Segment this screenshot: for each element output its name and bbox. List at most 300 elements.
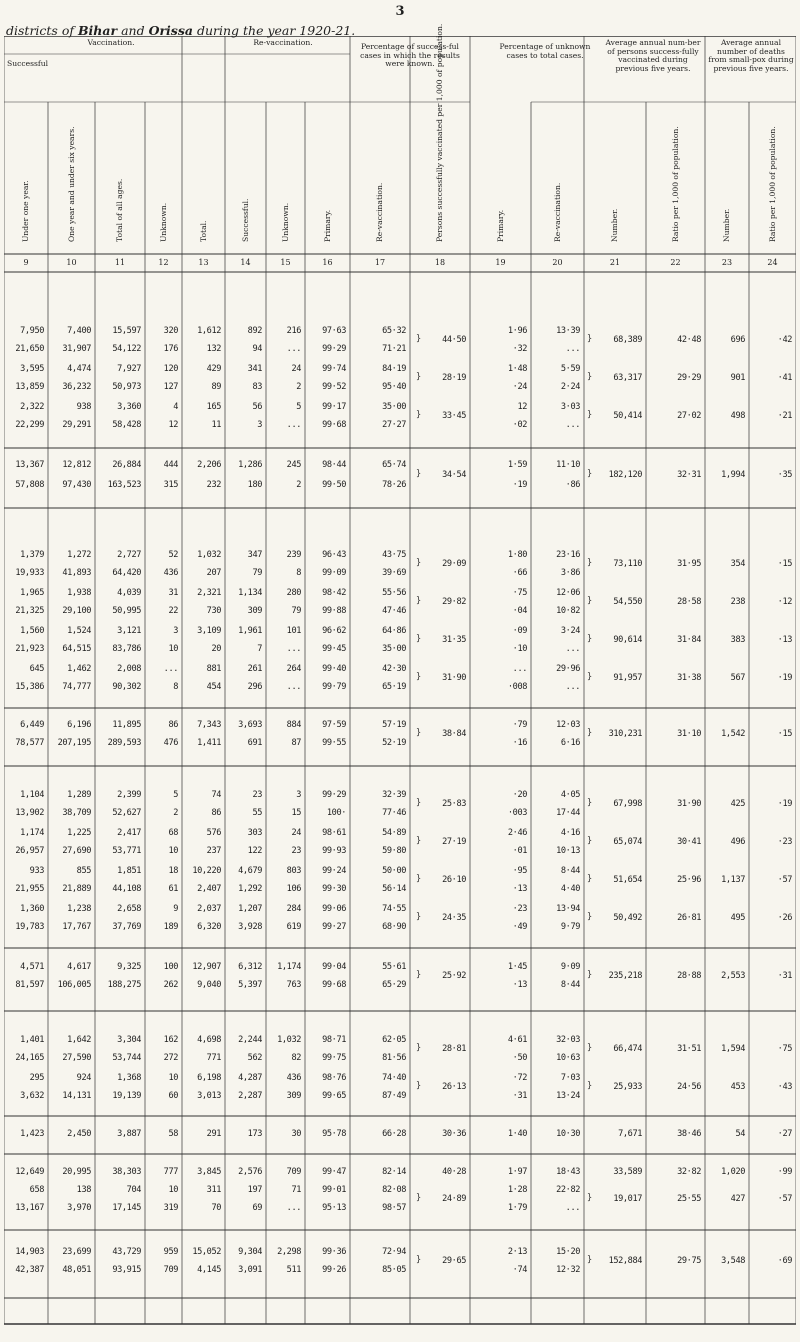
table-cell: 20 [211,644,221,654]
table-cell: 22,299 [15,420,44,430]
table-cell: 1·96 [507,326,527,336]
avg-ratio-value: 25·55 [677,1194,701,1204]
table-cell: 3,360 [117,402,141,412]
column-number: 13 [198,258,209,267]
table-cell: 89 [211,382,221,392]
table-cell: 101 [286,626,301,636]
brace-mark: } [587,596,593,606]
table-cell: ·49 [512,922,527,932]
table-cell: 98·61 [322,828,346,838]
table-cell: 36,232 [62,382,91,392]
table-cell: 13·39 [556,326,580,336]
table-cell: 87 [291,738,301,748]
table-cell: 127 [163,382,178,392]
table-cell: 709 [286,1167,301,1177]
table-cell: ·003 [507,808,527,818]
table-cell: 924 [76,1073,91,1083]
table-cell: 11,895 [112,720,141,730]
table-cell: 74·40 [382,1073,406,1083]
deaths-ratio-value: ·19 [777,673,792,683]
brace-mark: } [587,912,593,922]
table-cell: ·95 [512,866,527,876]
title-districts: districts [6,23,58,38]
table-cell: 1,368 [117,1073,141,1083]
table-cell: 3,970 [67,1203,91,1213]
brace-mark: } [416,1043,422,1053]
table-cell: 71·21 [382,344,406,354]
table-cell: 32·03 [556,1035,580,1045]
table-cell: 207 [206,568,221,578]
table-cell: 11 [211,420,221,430]
table-cell: 4·40 [560,884,580,894]
header-pct-primary: Primary. [322,209,332,242]
table-cell: 295 [29,1073,44,1083]
column-number: 11 [114,258,126,267]
deaths-number-value: 696 [730,335,745,345]
table-cell: 99·06 [322,904,346,914]
table-cell: 10·63 [556,1053,580,1063]
deaths-number-value: 495 [730,913,745,923]
table-cell: 81·56 [382,1053,406,1063]
header-one-to-six-years: One year and under six years. [66,126,76,242]
avg-ratio-value: 27·02 [677,411,701,421]
table-cell: ·19 [512,480,527,490]
table-cell: 4,698 [197,1035,221,1045]
table-cell: 1·45 [507,962,527,972]
table-cell: ·99 [777,1167,792,1177]
table-cell: 78,577 [15,738,44,748]
table-cell: 8·44 [560,866,580,876]
table-cell: 777 [163,1167,178,1177]
table-cell: 23,699 [62,1247,91,1257]
table-cell: 7 [257,644,262,654]
persons-per-1000-value: 27·19 [442,837,466,847]
table-cell: 2 [296,382,301,392]
brace-mark: } [587,469,593,479]
table-cell: 21,923 [15,644,44,654]
table-cell: ·008 [507,682,527,692]
table-cell: 99·01 [322,1185,346,1195]
table-cell: 33,589 [613,1167,642,1177]
table-cell: 691 [247,738,262,748]
persons-per-1000-value: 24·35 [442,913,466,923]
table-cell: 3,693 [238,720,262,730]
table-cell: ·10 [512,644,527,654]
header-persons-per-1000: Persons successfully vaccinated per 1,000 of population. [435,23,444,242]
table-cell: 8 [296,568,301,578]
table-cell: 180 [247,480,262,490]
table-cell: 19,933 [15,568,44,578]
table-cell: 444 [163,460,178,470]
column-number: 10 [66,258,77,267]
persons-per-1000-value: 31·35 [442,635,466,645]
table-cell: 43,729 [112,1247,141,1257]
table-cell: 3,845 [197,1167,221,1177]
brace-mark: } [416,469,422,479]
table-cell: 476 [163,738,178,748]
table-cell: 17·44 [556,808,580,818]
brace-mark: } [587,1081,593,1091]
brace-mark: } [587,1255,593,1265]
table-cell: 2,450 [67,1129,91,1139]
brace-mark: } [587,372,593,382]
persons-per-1000-value: 33·45 [442,411,466,421]
table-cell: ... [286,420,301,430]
table-cell: 884 [286,720,301,730]
table-cell: 1,225 [67,828,91,838]
table-cell: 95·40 [382,382,406,392]
column-number: 22 [670,258,681,267]
table-cell: 511 [286,1265,301,1275]
table-cell: 262 [163,980,178,990]
table-cell: 18·43 [556,1167,580,1177]
table-cell: ... [163,664,178,674]
table-cell: 9,304 [238,1247,262,1257]
table-cell: 19,783 [15,922,44,932]
table-cell: 99·30 [322,884,346,894]
table-cell: 52,627 [112,808,141,818]
table-cell: 188,275 [107,980,141,990]
table-cell: 84·19 [382,364,406,374]
table-cell: 9,040 [197,980,221,990]
table-cell: 1,289 [67,790,91,800]
table-cell: 8·44 [560,980,580,990]
persons-per-1000-value: 38·84 [442,729,466,739]
header-revaccination: Re-vaccination. [253,38,313,47]
table-cell: 72·94 [382,1247,406,1257]
persons-per-1000-value: 29·65 [442,1256,466,1266]
table-cell: 54,122 [112,344,141,354]
header-percentage-success: Percentage of success-ful cases in which the results were known. [360,42,460,68]
table-cell: 1,174 [20,828,44,838]
table-cell: 83 [252,382,262,392]
deaths-ratio-value: ·57 [777,1194,792,1204]
column-number: 15 [280,258,291,267]
table-cell: 27,590 [62,1053,91,1063]
deaths-ratio-value: ·41 [777,373,792,383]
header-revacc-successful: Successful. [240,198,250,242]
table-cell: 54·89 [382,828,406,838]
table-cell: 23 [291,846,301,856]
table-cell: 77·46 [382,808,406,818]
table-cell: 65·19 [382,682,406,692]
table-cell: 3,595 [20,364,44,374]
column-number: 19 [495,258,506,267]
header-pct-revaccination: Re-vaccination. [375,182,384,242]
table-cell: 3,928 [238,922,262,932]
table-cell: 12 [517,402,527,412]
table-cell: 4,474 [67,364,91,374]
table-cell: 66·28 [382,1129,406,1139]
deaths-ratio-value: ·19 [777,799,792,809]
column-number: 21 [609,258,621,267]
table-cell: 280 [286,588,301,598]
table-cell: 12 [168,420,178,430]
table-cell: 14,903 [15,1247,44,1257]
table-cell: 71 [291,1185,301,1195]
table-cell: 86 [168,720,178,730]
table-cell: 106 [286,884,301,894]
table-cell: 165 [206,402,221,412]
table-cell: 771 [206,1053,221,1063]
table-cell: 163,523 [107,480,141,490]
brace-mark: } [587,798,593,808]
brace-mark: } [416,912,422,922]
header-avg-deaths: Average annual number of deaths from small-pox during previous five years. [708,38,794,73]
avg-ratio-value: 28·58 [677,597,701,607]
brace-mark: } [587,558,593,568]
table-cell: 64,420 [112,568,141,578]
deaths-number-value: 496 [730,837,745,847]
table-cell: 99·79 [322,682,346,692]
table-cell: 2,244 [238,1035,262,1045]
brace-mark: } [416,558,422,568]
table-cell: 1,020 [721,1167,745,1177]
table-cell: ·09 [512,626,527,636]
table-cell: 106,005 [57,980,91,990]
header-avg-ratio: Ratio per 1,000 of population. [670,126,680,242]
table-cell: 10 [168,1073,178,1083]
table-cell: 58 [168,1129,178,1139]
table-cell: 2·46 [507,828,527,838]
table-cell: 99·29 [322,344,346,354]
brace-mark: } [587,410,593,420]
table-cell: ·86 [565,480,580,490]
deaths-number-value: 3,548 [721,1256,745,1266]
table-cell: 54 [735,1129,745,1139]
table-cell: 81,597 [15,980,44,990]
table-cell: 2,727 [117,550,141,560]
table-cell: 1,642 [67,1035,91,1045]
header-unknown: Unknown. [158,202,168,242]
table-cell: 30 [291,1129,301,1139]
table-cell: 7,927 [117,364,141,374]
table-cell: 82·14 [382,1167,406,1177]
table-cell: 37,769 [112,922,141,932]
table-cell: 309 [286,1091,301,1101]
table-cell: 2,037 [197,904,221,914]
table-cell: 1,851 [117,866,141,876]
table-cell: 6,198 [197,1073,221,1083]
table-cell: 69 [252,1203,262,1213]
column-number: 12 [158,258,169,267]
table-cell: 10 [168,846,178,856]
avg-ratio-value: 42·48 [677,335,701,345]
table-cell: 40·28 [442,1167,466,1177]
table-cell: 78·26 [382,480,406,490]
table-cell: 4,679 [238,866,262,876]
table-cell: 320 [163,326,178,336]
header-revacc-total: Total. [198,220,208,242]
table-cell: 3,091 [238,1265,262,1275]
avg-ratio-value: 31·38 [677,673,701,683]
table-cell: 1·59 [507,460,527,470]
title-of: of [61,23,74,38]
table-cell: 619 [286,922,301,932]
table-cell: 55·61 [382,962,406,972]
avg-number-value: 54,550 [613,597,642,607]
table-cell: ·66 [512,568,527,578]
table-cell: 18 [168,866,178,876]
table-cell: 1,462 [67,664,91,674]
table-cell: 1·40 [507,1129,527,1139]
table-cell: ·32 [512,344,527,354]
brace-mark: } [587,728,593,738]
table-cell: 99·88 [322,606,346,616]
table-cell: 85·05 [382,1265,406,1275]
table-cell: 48,051 [62,1265,91,1275]
table-cell: 59·80 [382,846,406,856]
deaths-ratio-value: ·15 [777,729,792,739]
table-cell: 264 [286,664,301,674]
table-cell: 14,131 [62,1091,91,1101]
table-cell: 24 [291,364,301,374]
table-cell: ·31 [512,1091,527,1101]
table-cell: 10·13 [556,846,580,856]
table-cell: 74 [211,790,221,800]
table-cell: ·16 [512,738,527,748]
table-cell: 9,325 [117,962,141,972]
brace-mark: } [587,1043,593,1053]
deaths-ratio-value: ·57 [777,875,792,885]
table-cell: 38,709 [62,808,91,818]
persons-per-1000-value: 28·81 [442,1044,466,1054]
table-cell: 3,013 [197,1091,221,1101]
table-cell: 216 [286,326,301,336]
table-cell: 1,032 [277,1035,301,1045]
table-cell: 9·09 [560,962,580,972]
deaths-ratio-value: ·42 [777,335,792,345]
table-cell: 6,449 [20,720,44,730]
table-cell: 1,961 [238,626,262,636]
table-cell: 4,571 [20,962,44,972]
avg-ratio-value: 31·51 [677,1044,701,1054]
table-cell: 30·36 [442,1129,466,1139]
table-cell: 82·08 [382,1185,406,1195]
brace-mark: } [587,970,593,980]
table-cell: 39·69 [382,568,406,578]
table-cell: 98·42 [322,588,346,598]
avg-ratio-value: 29·75 [677,1256,701,1266]
table-cell: 189 [163,922,178,932]
avg-number-value: 91,957 [613,673,642,683]
deaths-number-value: 383 [730,635,745,645]
table-cell: 95·78 [322,1129,346,1139]
table-cell: ·02 [512,420,527,430]
brace-mark: } [416,728,422,738]
table-cell: 562 [247,1053,262,1063]
table-cell: 3 [296,790,301,800]
header-avg-success: Average annual num-ber of persons success-fully vaccinated during previous five years. [605,38,701,73]
persons-per-1000-value: 34·54 [442,470,466,480]
table-cell: 3,304 [117,1035,141,1045]
table-cell: 13,902 [15,808,44,818]
table-cell: 4 [173,402,178,412]
table-cell: 19,139 [112,1091,141,1101]
table-cell: 87·49 [382,1091,406,1101]
table-cell: 50,995 [112,606,141,616]
table-cell: 3·03 [560,402,580,412]
table-cell: 96·43 [322,550,346,560]
deaths-ratio-value: ·21 [777,411,792,421]
avg-ratio-value: 31·90 [677,799,701,809]
table-cell: 959 [163,1247,178,1257]
table-cell: 237 [206,846,221,856]
table-cell: ... [286,682,301,692]
table-cell: 98·71 [322,1035,346,1045]
table-cell: 31 [168,588,178,598]
table-cell: 709 [163,1265,178,1275]
table-cell: ... [565,682,580,692]
table-cell: 100 [163,962,178,972]
table-cell: ·01 [512,846,527,856]
deaths-number-value: 901 [730,373,745,383]
table-cell: 60 [168,1091,178,1101]
brace-mark: } [587,334,593,344]
avg-number-value: 182,120 [608,470,642,480]
title-orissa: Orissa [148,23,193,38]
table-cell: 41,893 [62,568,91,578]
title-year: during the year 1920-21. [196,23,356,38]
table-cell: 120 [163,364,178,374]
table-cell: 10·30 [556,1129,580,1139]
table-cell: 7·03 [560,1073,580,1083]
deaths-ratio-value: ·75 [777,1044,792,1054]
header-unknown-revaccination: Re-vaccination. [552,182,562,242]
brace-mark: } [416,634,422,644]
table-cell: 61 [168,884,178,894]
title-and: and [121,23,145,38]
table-cell: 74·55 [382,904,406,914]
table-cell: 79 [252,568,262,578]
table-cell: 23·16 [556,550,580,560]
table-cell: 296 [247,682,262,692]
persons-per-1000-value: 29·82 [442,597,466,607]
table-cell: 4·16 [560,828,580,838]
table-cell: 55·56 [382,588,406,598]
table-cell: 3,109 [197,626,221,636]
table-cell: 29,291 [62,420,91,430]
table-cell: 31,907 [62,344,91,354]
avg-number-value: 50,492 [613,913,642,923]
avg-number-value: 73,110 [613,559,642,569]
table-cell: 7,400 [67,326,91,336]
header-successful: Successful [7,59,49,68]
avg-number-value: 63,317 [613,373,642,383]
header-avg-number: Number. [610,208,619,242]
table-cell: 52 [168,550,178,560]
table-cell: 138 [76,1185,91,1195]
table-cell: 10·82 [556,606,580,616]
table-cell: 12,812 [62,460,91,470]
brace-mark: } [416,1255,422,1265]
table-cell: 4·05 [560,790,580,800]
table-cell: 68·90 [382,922,406,932]
deaths-ratio-value: ·69 [777,1256,792,1266]
column-number: 20 [552,258,563,267]
table-cell: 99·17 [322,402,346,412]
table-cell: 10 [168,644,178,654]
table-cell: 6·16 [560,738,580,748]
table-cell: 2,321 [197,588,221,598]
table-cell: 27·27 [382,420,406,430]
table-cell: 436 [163,568,178,578]
avg-number-value: 50,414 [613,411,642,421]
table-cell: 1,938 [67,588,91,598]
table-cell: 933 [29,866,44,876]
table-cell: 96·62 [322,626,346,636]
table-cell: ·04 [512,606,527,616]
